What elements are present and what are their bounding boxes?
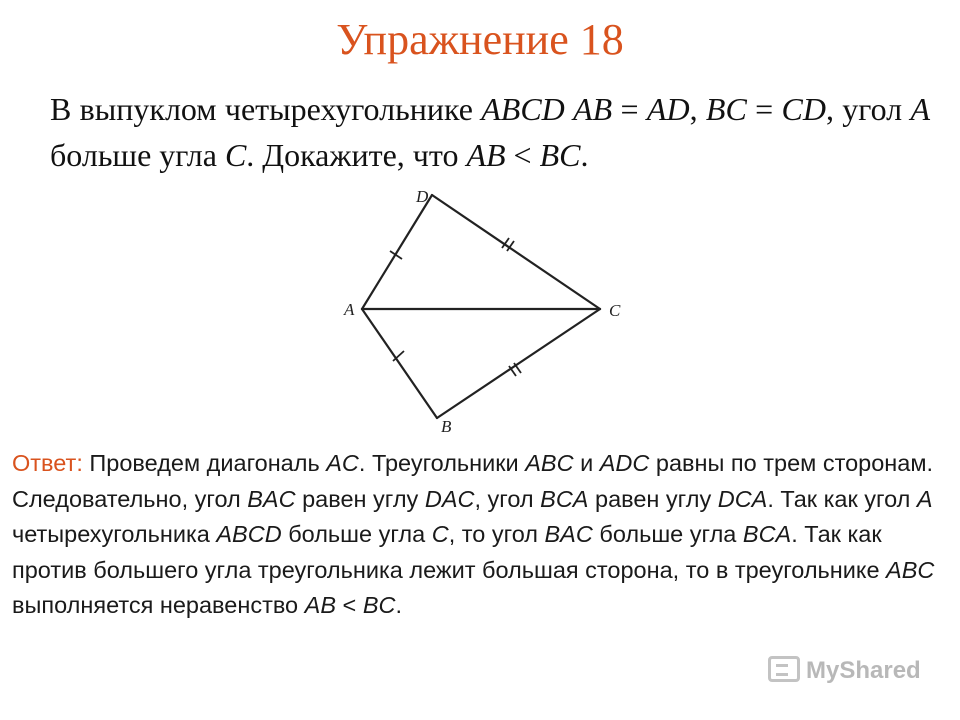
quadrilateral-figure [330,180,630,440]
vertex-label-a: A [344,300,355,319]
answer-text: Ответ: Проведем диагональ AC. Треугольники ABC и ADC равны по трем сторонам. Следовательно, угол BAC равен углу DAC, угол BCA равен углу DCA. Так как угол A четырехугольника ABCD больше угла C, то угол BAC больше угла BCA. Так как против большего угла треугольника лежит большая сторона, то в треугольнике ABC выполняется неравенство AB < BC. [12,450,935,618]
vertex-label-c: C [609,301,621,320]
page-title: Упражнение 18 [336,15,624,64]
side-dc [432,195,600,309]
vertex-label-d: D [416,187,429,206]
tick-marks [390,238,521,376]
watermark-logo: MyShared [768,656,921,685]
side-cb [437,309,600,418]
side-ba [362,309,437,418]
presentation-icon [768,656,800,682]
answer-label: Ответ: [12,450,83,476]
vertex-label-b: B [441,417,452,436]
side-ad [362,195,432,309]
problem-statement: В выпуклом четырехугольнике ABCD AB = AD, BC = CD, угол A больше угла C. Докажите, что AB < BC. [50,91,931,173]
